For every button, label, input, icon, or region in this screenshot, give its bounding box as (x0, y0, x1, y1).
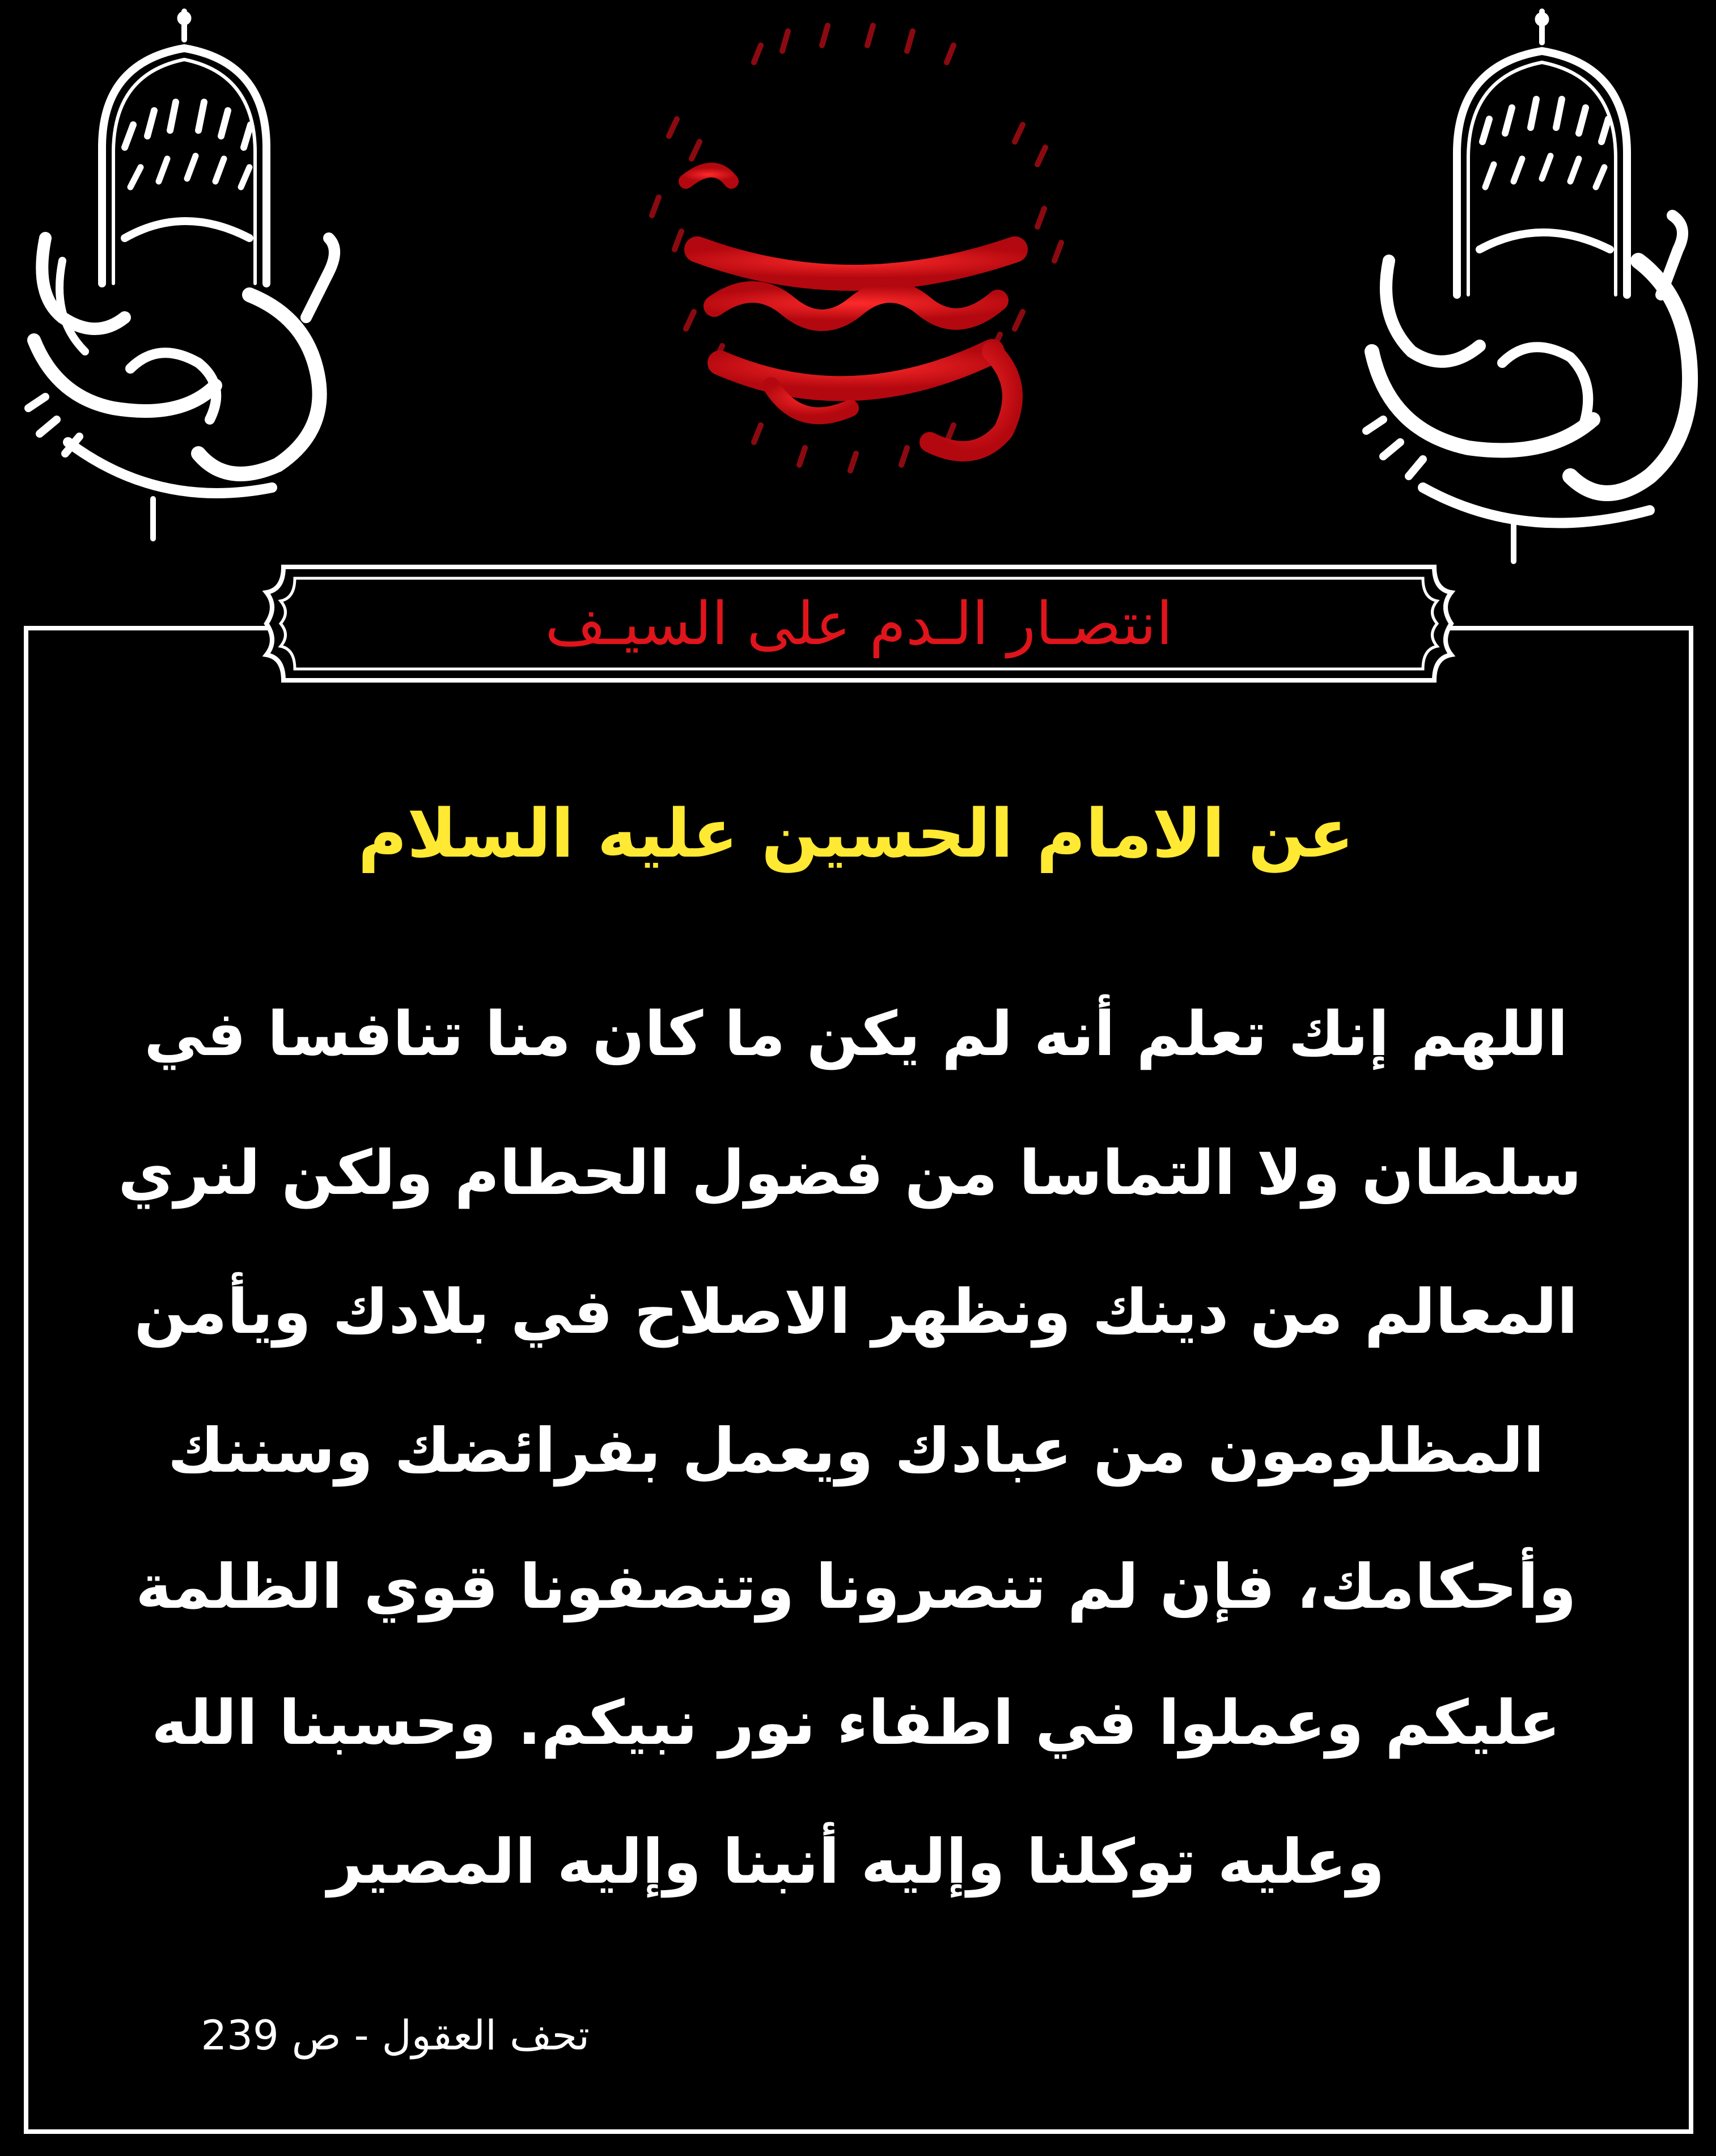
body-line: سلطان ولا التماسا من فضول الحطام ولكن لنري (118, 1138, 1582, 1209)
source-citation: تحف العقول - ص 239 (201, 2011, 590, 2059)
body-line: وأحكامك، فإن لم تنصرونا وتنصفونا قوي الظلمة (135, 1552, 1577, 1623)
calligraphy-emblem-center (584, 11, 1128, 522)
page-heading: عن الامام الحسين عليه السلام (358, 794, 1354, 872)
body-line: عليكم وعملوا في اطفاء نور نبيكم. وحسبنا الله (151, 1688, 1561, 1759)
body-line: اللهم إنك تعلم أنه لم يكن ما كان منا تنافسا في (144, 999, 1568, 1070)
title-banner (249, 553, 1468, 694)
body-line: وعليه توكلنا وإليه أنبنا وإليه المصير (327, 1827, 1385, 1897)
calligraphy-emblem-right (1355, 0, 1706, 567)
calligraphy-emblem-center-graphic (584, 11, 1128, 522)
body-line: المعالم من دينك ونظهر الاصلاح في بلادك ويأمن (134, 1277, 1578, 1348)
calligraphy-emblem-left (11, 0, 363, 544)
body-line: المظلومون من عبادك ويعمل بفرائضك وسننك (167, 1416, 1545, 1486)
calligraphy-emblem-left-graphic (11, 0, 363, 544)
calligraphy-emblem-right-graphic (1355, 0, 1706, 567)
banner-title: انتصـار الـدم على السيـف (545, 589, 1173, 658)
